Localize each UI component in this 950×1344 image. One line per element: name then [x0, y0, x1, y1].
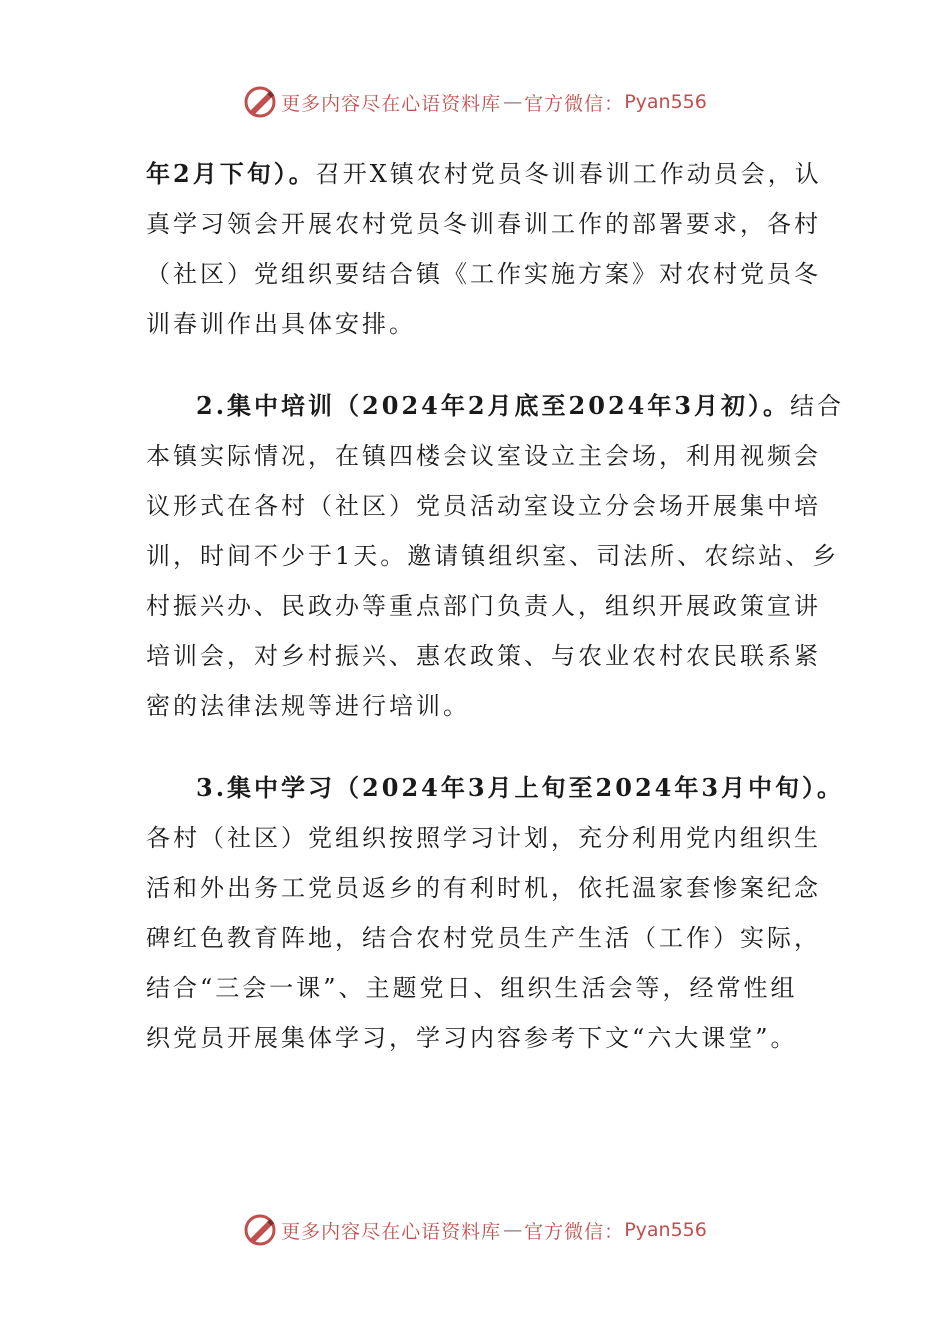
banner-separator: —: [503, 91, 523, 113]
paragraph3-line: 活和外出务工党员返乡的有利时机，依托温家套惨案纪念: [146, 874, 821, 902]
paragraph2-line1: [146, 381, 845, 431]
paragraph2-line: 培训会，对乡村振兴、惠农政策、与农业农村农民联系紧: [146, 642, 821, 670]
paragraph1-line1: [146, 149, 822, 199]
banner-text: 更多内容尽在心语资料库: [281, 1220, 502, 1243]
paragraph2-line: 村振兴办、民政办等重点部门负责人，组织开展政策宣讲: [146, 592, 821, 620]
paragraph1-line: 真学习领会开展农村党员冬训春训工作的部署要求，各村: [146, 210, 821, 238]
footer-banner: [0, 1210, 950, 1250]
paragraph3-line: 碑红色教育阵地，结合农村党员生产生活（工作）实际，: [146, 924, 821, 952]
paragraph3-line1: [146, 763, 845, 813]
paragraph3-heading: 3.集中学习（2024年3月上旬至2024年3月中旬）。: [196, 773, 845, 802]
paragraph2-line: 密的法律法规等进行培训。: [146, 692, 470, 720]
paragraph3-line: 各村（社区）党组织按照学习计划，充分利用党内组织生: [146, 824, 821, 852]
banner-handle: Pyan556: [624, 1219, 707, 1241]
paragraph2-line1-rest: 结合: [790, 392, 845, 420]
paragraph1-line: 训春训作出具体安排。: [146, 310, 416, 338]
banner-label: 官方微信：: [524, 92, 625, 115]
paragraph3-line: 结合“三会一课”、主题党日、组织生活会等，经常性组: [146, 974, 798, 1002]
banner-label: 官方微信：: [524, 1220, 625, 1243]
paragraph3-line: 织党员开展集体学习，学习内容参考下文“六大课堂”。: [146, 1024, 798, 1052]
paragraph1-line1-rest: 召开X镇农村党员冬训春训工作动员会，认: [315, 160, 822, 188]
paragraph1-lead: 年2月下旬）。: [146, 159, 316, 188]
paragraph2-line: 议形式在各村（社区）党员活动室设立分会场开展集中培: [146, 492, 821, 520]
paragraph1-line: （社区）党组织要结合镇《工作实施方案》对农村党员冬: [146, 260, 821, 288]
banner-handle: Pyan556: [624, 91, 707, 113]
header-banner: [0, 82, 950, 122]
document-body: [146, 149, 845, 1063]
paragraph2-heading: 2.集中培训（2024年2月底至2024年3月初）。: [196, 391, 791, 420]
banner-separator: —: [503, 1219, 523, 1241]
pen-logo-icon: [243, 1213, 277, 1247]
paragraph2-line: 本镇实际情况，在镇四楼会议室设立主会场，利用视频会: [146, 442, 821, 470]
banner-text: 更多内容尽在心语资料库: [281, 92, 502, 115]
paragraph2-line: 训，时间不少于1天。邀请镇组织室、司法所、农综站、乡: [146, 542, 840, 570]
pen-logo-icon: [243, 85, 277, 119]
